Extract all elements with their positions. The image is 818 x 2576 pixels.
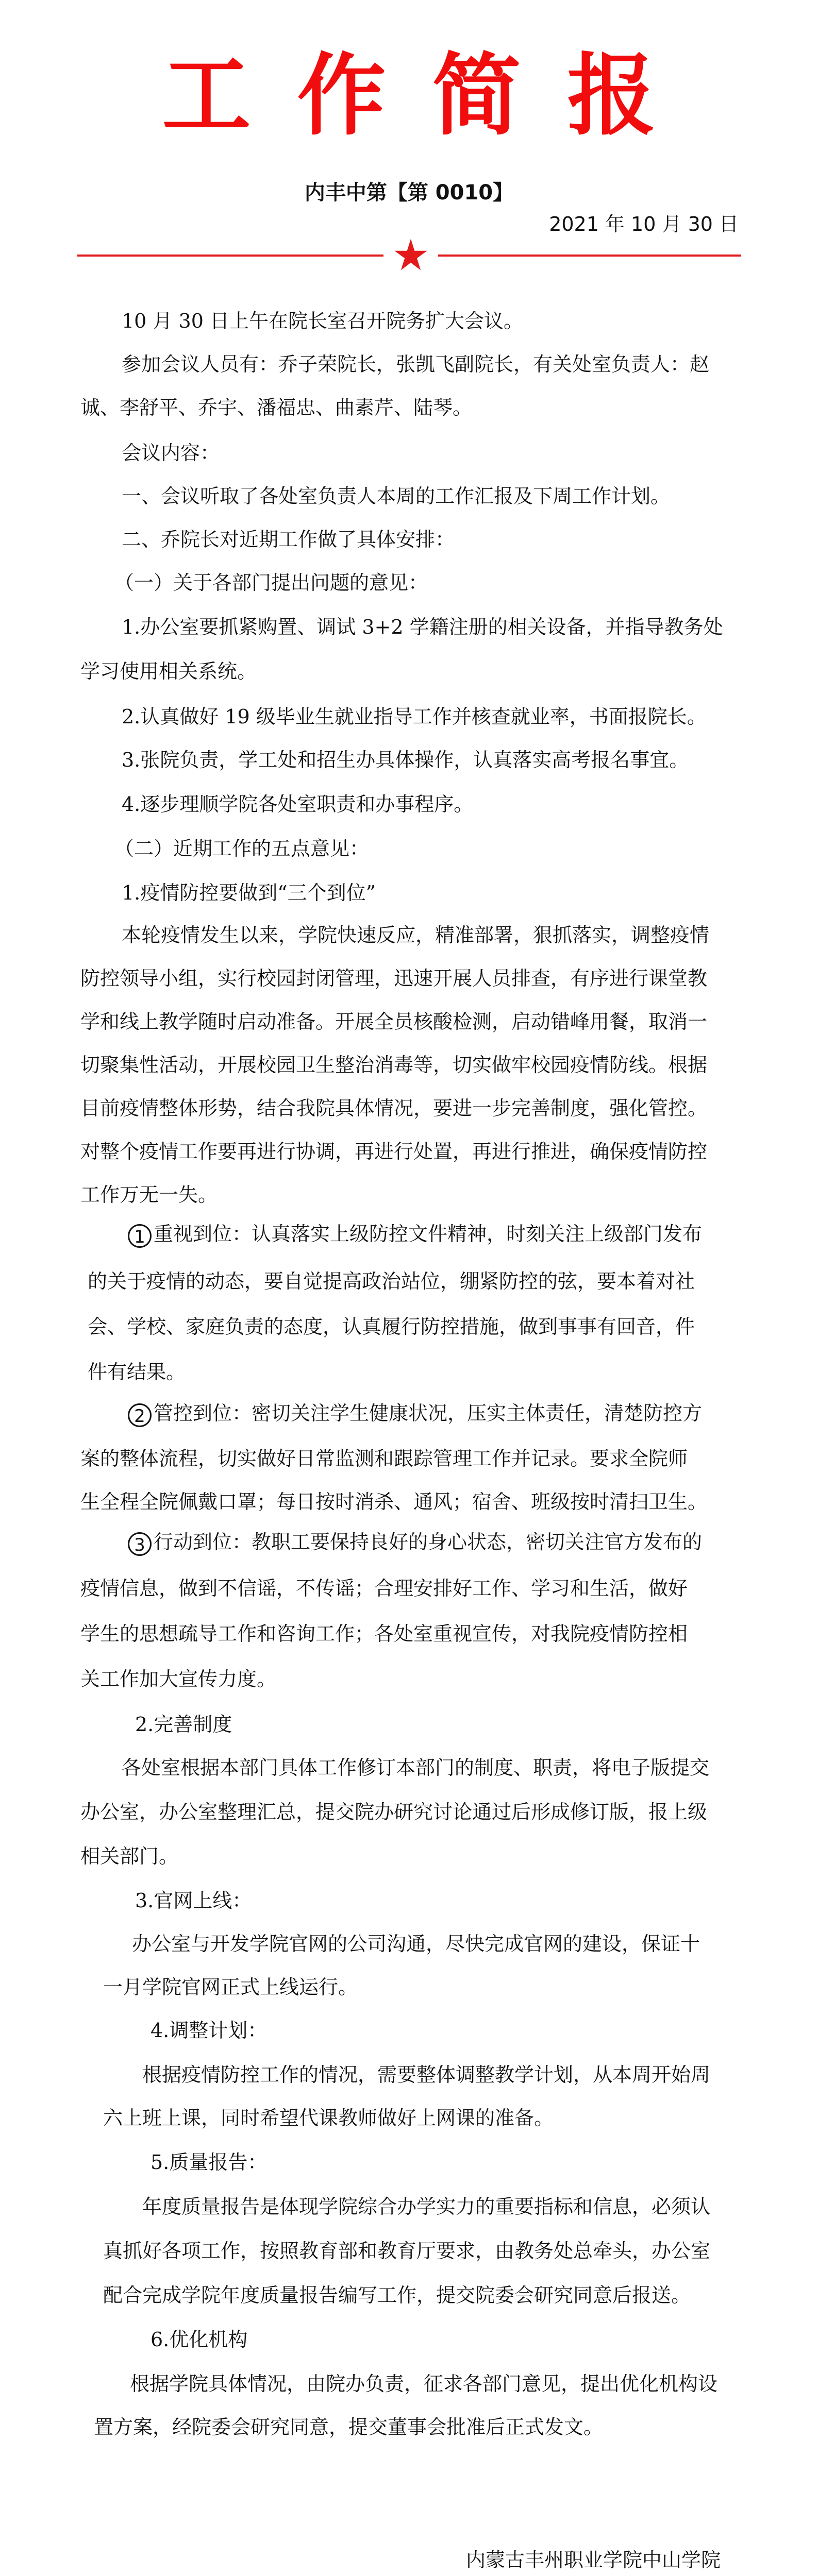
red-rule-left xyxy=(77,255,383,257)
paragraph-line: 学生的思想疏导工作和咨询工作；各处室重视宣传，对我院疫情防控相 xyxy=(80,1622,688,1645)
paragraph-line: 关工作加大宣传力度。 xyxy=(80,1668,277,1690)
circled-item xyxy=(128,1218,702,1248)
paragraph-line: 置方案，经院委会研究同意，提交董事会批准后正式发文。 xyxy=(94,2416,604,2438)
point-title: 3.官网上线： xyxy=(135,1889,252,1912)
paragraph-line: 各处室根据本部门具体工作修订本部门的制度、职责，将电子版提交 xyxy=(122,1756,710,1779)
paragraph-line: 重视到位：认真落实上级防控文件精神，时刻关注上级部门发布 xyxy=(154,1223,703,1245)
circled-item xyxy=(128,1397,702,1427)
agenda-item: 二、乔院长对近期工作做了具体安排： xyxy=(122,528,455,551)
section-heading: （一）关于各部门提出问题的意见： xyxy=(114,571,428,594)
signature-org: 内蒙古丰州职业学院中山学院 xyxy=(466,2549,721,2571)
attendees-line: 参加会议人员有：乔子荣院长，张凯飞副院长，有关处室负责人：赵 xyxy=(122,353,710,376)
paragraph-line: 根据学院具体情况，由院办负责，征求各部门意见，提出优化机构设 xyxy=(130,2372,718,2395)
content-label: 会议内容： xyxy=(122,442,220,464)
point-title: 4.调整计划： xyxy=(151,2019,268,2042)
paragraph-line: 年度质量报告是体现学院综合办学实力的重要指标和信息，必须认 xyxy=(142,2195,711,2218)
point-title: 2.完善制度 xyxy=(135,1713,232,1736)
circled-item xyxy=(128,1526,702,1556)
issue-number: 内丰中第【第 0010】 xyxy=(304,181,514,205)
paragraph-line: 生全程全院佩戴口罩；每日按时消杀、通风；宿舍、班级按时清扫卫生。 xyxy=(80,1490,708,1513)
paragraph-line: 件有结果。 xyxy=(88,1361,186,1383)
paragraph-line: 目前疫情整体形势，结合我院具体情况，要进一步完善制度，强化管控。 xyxy=(80,1097,708,1120)
paragraph-line: 1.办公室要抓紧购置、调试 3+2 学籍注册的相关设备，并指导教务处 xyxy=(122,616,723,638)
paragraph-line: 六上班上课，同时希望代课教师做好上网课的准备。 xyxy=(103,2107,554,2129)
paragraph-line: 行动到位：教职工要保持良好的身心状态，密切关注官方发布的 xyxy=(154,1531,703,1553)
paragraph-line: 相关部门。 xyxy=(80,1845,179,1868)
opening-line: 10 月 30 日上午在院长室召开院务扩大会议。 xyxy=(122,310,523,332)
red-rule-right xyxy=(438,255,741,257)
circled-number: 3 xyxy=(128,1532,152,1556)
paragraph-line: 疫情信息，做到不信谣，不传谣；合理安排好工作、学习和生活，做好 xyxy=(80,1577,688,1600)
paragraph-line: 防控领导小组，实行校园封闭管理，迅速开展人员排查，有序进行课堂教 xyxy=(80,967,708,990)
paragraph-line: 学习使用相关系统。 xyxy=(80,660,257,683)
paragraph-line: 4.逐步理顺学院各处室职责和办事程序。 xyxy=(122,793,474,816)
paragraph-line: 工作万无一失。 xyxy=(80,1183,218,1206)
issue-date: 2021 年 10 月 30 日 xyxy=(549,213,739,235)
paragraph-line: 切聚集性活动，开展校园卫生整治消毒等，切实做牢校园疫情防线。根据 xyxy=(80,1054,708,1076)
paragraph-line: 配合完成学院年度质量报告编写工作，提交院委会研究同意后报送。 xyxy=(103,2284,691,2307)
paragraph-line: 2.认真做好 19 级毕业生就业指导工作并核查就业率，书面报院长。 xyxy=(122,705,707,728)
paragraph-line: 真抓好各项工作，按照教育部和教育厅要求，由教务处总牵头，办公室 xyxy=(103,2240,711,2262)
circled-number: 2 xyxy=(128,1403,152,1427)
paragraph-line: 3.张院负责，学工处和招生办具体操作，认真落实高考报名事宜。 xyxy=(122,749,689,771)
paragraph-line: 一月学院官网正式上线运行。 xyxy=(103,1976,358,1998)
paragraph-line: 会、学校、家庭负责的态度，认真履行防控措施，做到事事有回音，件 xyxy=(88,1315,695,1338)
agenda-item: 一、会议听取了各处室负责人本周的工作汇报及下周工作计划。 xyxy=(122,485,671,507)
section-heading: （二）近期工作的五点意见： xyxy=(114,837,370,860)
point-title: 5.质量报告： xyxy=(151,2151,268,2174)
paragraph-line: 办公室，办公室整理汇总，提交院办研究讨论通过后形成修订版，报上级 xyxy=(80,1801,708,1823)
paragraph-line: 的关于疫情的动态，要自觉提高政治站位，绷紧防控的弦，要本着对社 xyxy=(88,1270,695,1293)
masthead-title: 工作简报 xyxy=(162,44,703,147)
paragraph-line: 根据疫情防控工作的情况，需要整体调整教学计划，从本周开始周 xyxy=(142,2063,711,2086)
circled-number: 1 xyxy=(128,1224,152,1248)
paragraph-line: 办公室与开发学院官网的公司沟通，尽快完成官网的建设，保证十 xyxy=(132,1933,700,1955)
paragraph-line: 管控到位：密切关注学生健康状况，压实主体责任，清楚防控方 xyxy=(154,1402,703,1425)
paragraph-line: 学和线上教学随时启动准备。开展全员核酸检测，启动错峰用餐，取消一 xyxy=(80,1010,708,1033)
paragraph-line: 本轮疫情发生以来，学院快速反应，精准部署，狠抓落实，调整疫情 xyxy=(122,924,710,946)
point-title: 6.优化机构 xyxy=(151,2328,248,2351)
point-title: 1.疫情防控要做到“三个到位” xyxy=(122,882,376,904)
paragraph-line: 对整个疫情工作要再进行协调，再进行处置，再进行推进，确保疫情防控 xyxy=(80,1140,708,1163)
paragraph-line: 案的整体流程，切实做好日常监测和跟踪管理工作并记录。要求全院师 xyxy=(80,1447,688,1470)
red-star-icon xyxy=(394,238,428,271)
attendees-line: 诚、李舒平、乔宇、潘福忠、曲素芹、陆琴。 xyxy=(80,396,473,419)
